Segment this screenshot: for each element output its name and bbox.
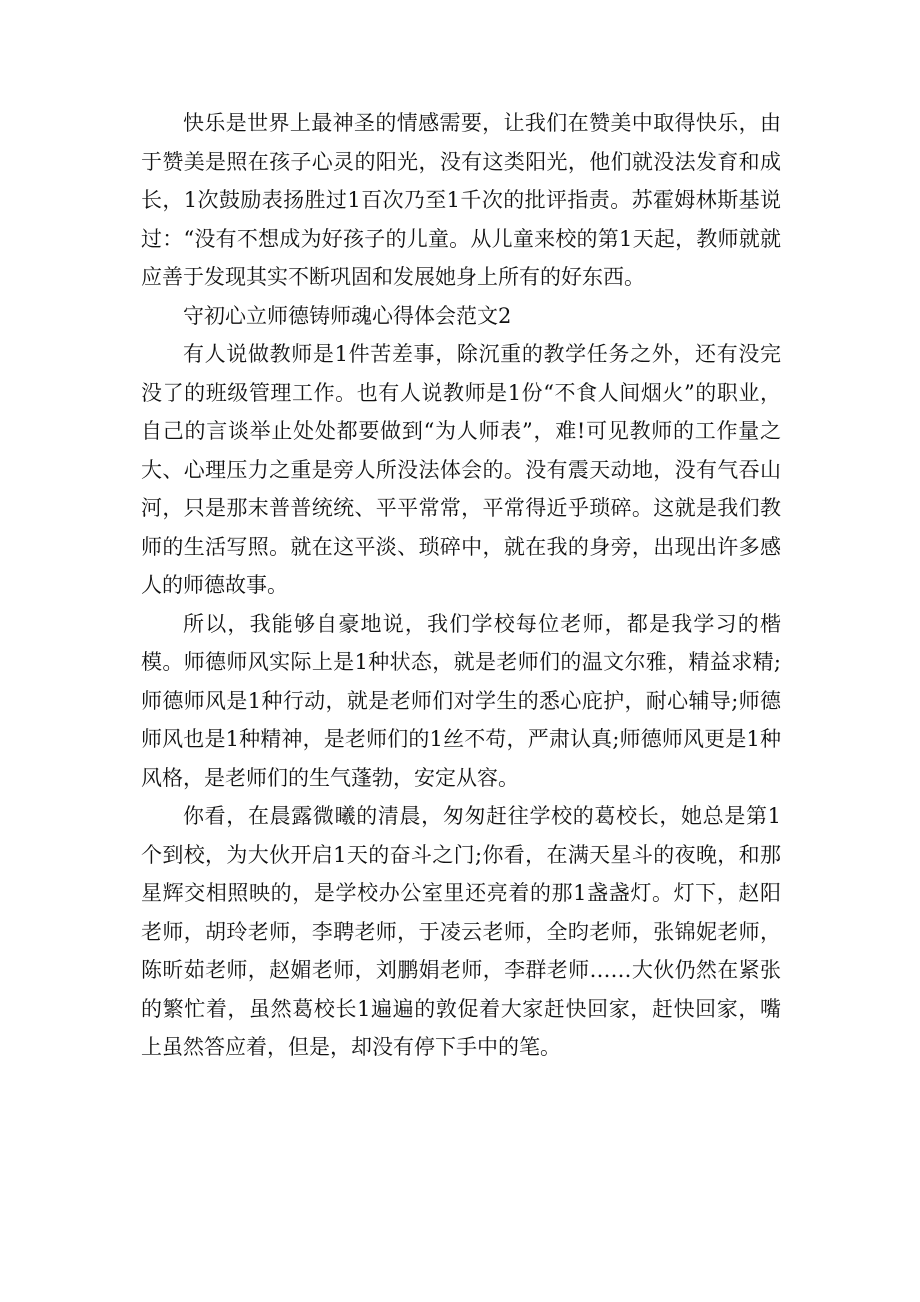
section-heading: 守初心立师德铸师魂心得体会范文2 xyxy=(183,303,512,328)
paragraph-4: 你看，在晨露微曦的清晨，匆匆赶往学校的葛校长，她总是第1个到校，为大伙开启1天的奋斗之门;你看，在满天星斗的夜晚，和那星辉交相照映的，是学校办公室里还亮着的那1盏盏灯。灯下，赵阳老师，胡玲老师，李聘老师，于凌云老师，全昀老师，张锦妮老师，陈昕茹老师，赵媚老师，刘鹏娟老师，李群老师……大伙仍然在紧张的繁忙着，虽然葛校长1遍遍的敦促着大家赶快回家，赶快回家，嘴上虽然答应着，但是，却没有停下手中的笔。 xyxy=(141,804,781,1059)
paragraph-3: 所以，我能够自豪地说，我们学校每位老师，都是我学习的楷模。师德师风实际上是1种状态，就是老师们的温文尔雅，精益求精;师德师风是1种行动，就是老师们对学生的悉心庇护，耐心辅导;师德师风也是1种精神，是老师们的1丝不苟，严肃认真;师德师风更是1种风格，是老师们的生气蓬勃，安定从容。 xyxy=(141,611,781,790)
paragraph-1: 快乐是世界上最神圣的情感需要，让我们在赞美中取得快乐，由于赞美是照在孩子心灵的阳光，没有这类阳光，他们就没法发育和成长，1次鼓励表扬胜过1百次乃至1千次的批评指责。苏霍姆林斯基说过：“没有不想成为好孩子的儿童。从儿童来校的第1天起，教师就就应善于发现其实不断巩固和发展她身上所有的好东西。 xyxy=(141,111,781,289)
paragraph-2: 有人说做教师是1件苦差事，除沉重的教学任务之外，还有没完没了的班级管理工作。也有人说教师是1份“不食人间烟火”的职业，自己的言谈举止处处都要做到“为人师表”，难!可见教师的工作量之大、心理压力之重是旁人所没法体会的。没有震天动地，没有气吞山河，只是那末普普统统、平平常常，平常得近乎琐碎。这就是我们教师的生活写照。就在这平淡、琐碎中，就在我的身旁，出现出许多感人的师德故事。 xyxy=(141,342,781,597)
document-body xyxy=(141,104,781,1067)
